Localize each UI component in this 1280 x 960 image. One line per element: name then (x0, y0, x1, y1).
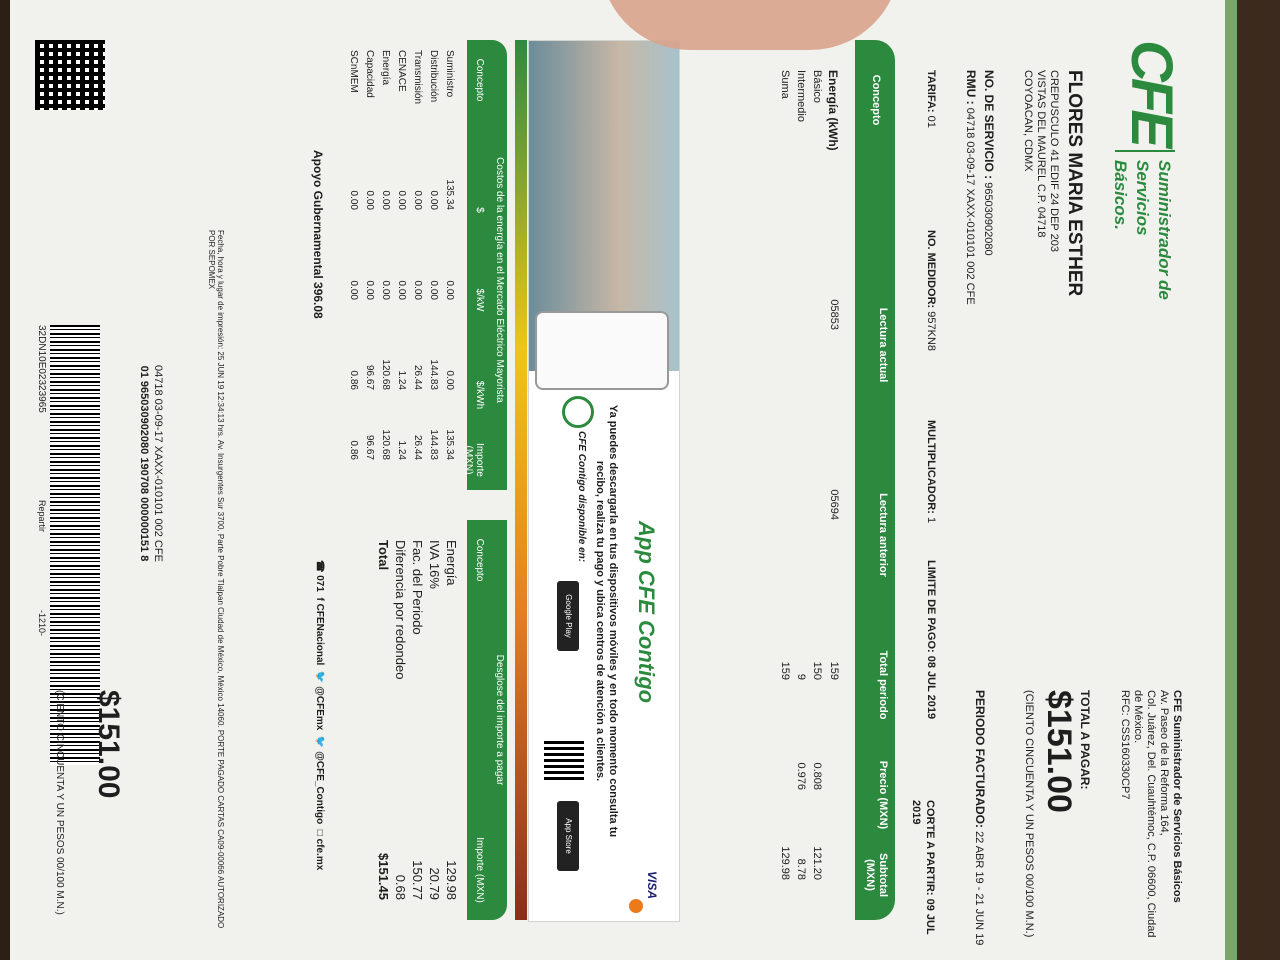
customer-address (1021, 70, 1060, 252)
cost-row-value: 0.00 (412, 190, 423, 210)
cost-row-value: 96.67 (364, 434, 375, 460)
costs-col-kwh: $/kWh (474, 380, 485, 410)
cost-row-value: 0.00 (444, 280, 455, 300)
period-label: PERIODO FACTURADO: (973, 690, 987, 828)
costs-header (463, 40, 507, 490)
cutoff-date: CORTE A PARTIR: 09 JUL 2019 (910, 800, 936, 935)
logo-divider (1115, 150, 1175, 152)
row-basico-label: Básico (811, 70, 823, 104)
phone-icon: ☎ (314, 560, 325, 573)
cost-row-value: 26.44 (412, 434, 423, 460)
cost-row-value: 144.83 (428, 429, 439, 460)
logo-subtitle: Suministrador de Servicios Básicos. (1111, 160, 1174, 300)
cost-row-value: 0.00 (428, 280, 439, 300)
web-icon: □ (314, 829, 325, 836)
period-value: 22 ABR 19 - 21 JUN 19 (973, 831, 985, 946)
row-intermedio-subtotal: 8.78 (795, 858, 807, 880)
fine-print: Fecha, hora y lugar de impresión: 25 JUN 19 12:34:13 hrs. Av. Insurgentes Sur 3700, Parte Pobre Tlalpan Ciudad de México, México 14060. PORTE PAGADO CARTAS CA09-00066 AUTORIZADO POR SEPOMEX (207, 230, 225, 929)
col-precio: Precio (MXN) (877, 760, 889, 830)
costs-col-concepto: Concepto (474, 58, 485, 102)
visa-logo: VISA (645, 871, 659, 900)
supplier-line1: Av. Paseo de la Reforma 164, (1158, 690, 1170, 836)
service-info (961, 70, 997, 305)
social-links (314, 560, 325, 870)
breakdown-row-label: IVA 16% (427, 540, 442, 589)
breakdown-title: Desglose del importe a pagar (494, 654, 505, 786)
promo-app-label: CFE Contigo disponible en: (576, 431, 587, 563)
breakdown-row-value: 0.68 (393, 874, 408, 900)
rmu-label: RMU : (964, 70, 978, 105)
cost-row-label: Suministro (444, 50, 455, 98)
payment-deadline: LIMITE DE PAGO: 08 JUL 2019 (925, 560, 937, 720)
cost-row-value: 0.86 (348, 370, 359, 390)
rmu-value: 04718 03-09-17 XAXX-010101 002 CFE (964, 107, 976, 305)
cost-row-value: 144.83 (428, 359, 439, 390)
twitter-icon: 🐦 (314, 735, 325, 749)
meter-value: 957KN8 (925, 311, 937, 352)
footer-words: (CIENTO CINCUENTA Y UN PESOS 00/100 M.N.) (54, 690, 65, 915)
row-suma-subtotal: 129.98 (779, 846, 791, 880)
cost-row-label: Transmisión (412, 50, 423, 105)
supplier-line2: Col. Juárez, Del. Cuauhtémoc, C.P. 06600, Ciudad de México. (1132, 690, 1157, 938)
barcode-numbers (137, 365, 165, 562)
total-label: TOTAL A PAGAR: (1078, 690, 1092, 790)
multiplier-label: MULTIPLICADOR: (925, 420, 937, 514)
service-no-label: NO. DE SERVICIO : (982, 70, 996, 180)
cost-row-value: 0.00 (348, 280, 359, 300)
col-concepto: Concepto (870, 74, 882, 126)
cost-row-value: 0.00 (396, 280, 407, 300)
delivery-label: Repartir (37, 500, 47, 533)
breakdown-col-importe: Importe (MXN) (474, 837, 485, 903)
route-code: -1210- (37, 610, 47, 637)
google-play-badge[interactable]: Google Play (557, 581, 579, 651)
supplier-name: CFE Suministrador de Servicios Básicos (1171, 690, 1183, 903)
twitter-icon: 🐦 (314, 670, 325, 684)
row-intermedio-label: Intermedio (795, 70, 807, 122)
barcode-id: 32DN10E02323965 (36, 325, 47, 413)
multiplier-value: 1 (925, 516, 937, 524)
cost-row-label: Distribución (428, 50, 439, 103)
cost-row-value: 1.24 (396, 370, 407, 390)
consumption-header (855, 40, 895, 920)
tariff-value: 01 (925, 115, 937, 128)
cost-row-value: 26.44 (412, 364, 423, 390)
cost-row-value: 0.00 (364, 280, 375, 300)
meter-label: NO. MEDIDOR: (925, 230, 937, 309)
cost-row-label: Energía (380, 50, 391, 86)
costs-col-dollar: $ (474, 207, 485, 213)
cost-row-value: 0.86 (348, 440, 359, 460)
tariff (925, 70, 937, 128)
col-lectura-actual: Lectura actual (877, 307, 889, 383)
breakdown-row-label: Fac. del Periodo (410, 540, 425, 635)
facebook-handle[interactable]: CFENacional (314, 603, 325, 666)
supplier-rfc: RFC: CSS160330CP7 (1119, 690, 1131, 800)
row-intermedio-precio: 0.976 (795, 762, 807, 790)
multiplier (925, 420, 937, 523)
col-subtotal: Subtotal (MXN) (864, 853, 889, 897)
cost-row-value: 0.00 (428, 190, 439, 210)
cost-row-value: 0.00 (444, 370, 455, 390)
meter (925, 230, 937, 351)
reading-previous: 05694 (828, 489, 840, 520)
promo-qr-icon (544, 741, 584, 781)
breakdown-row-value: 150.77 (410, 860, 425, 900)
app-promo-banner[interactable] (528, 40, 680, 922)
government-support: Apoyo Gubernamental 396.08 (311, 150, 325, 319)
cost-row-value: 0.00 (396, 190, 407, 210)
row-basico-total: 150 (811, 661, 823, 680)
col-total-periodo: Total periodo (877, 650, 889, 720)
cost-row-label: CENACE (396, 50, 407, 92)
facebook-icon: f (314, 597, 325, 601)
cost-row-value: 1.24 (396, 440, 407, 460)
row-suma-label: Suma (779, 70, 791, 99)
cost-row-label: Capacidad (364, 50, 375, 98)
app-store-badge[interactable]: App Store (557, 801, 579, 871)
cost-row-label: SCnMEM (348, 50, 359, 93)
promo-text: Ya puedes descargarla en tus dispositivos móviles y en todo momento consulta tu recibo, realiza tu pago y ubica centros de atención a clientes. (594, 404, 619, 838)
costs-col-importe: Importe (MXN) (463, 443, 485, 477)
website[interactable]: cfe.mx (314, 838, 325, 871)
twitter-handle-2[interactable]: @CFE_Contigo (314, 751, 325, 825)
breakdown-header (467, 520, 507, 920)
paper-edge (1225, 0, 1237, 960)
promo-title: App CFE Contigo (634, 521, 659, 704)
cfe-bill (10, 0, 1225, 960)
billing-period (973, 690, 987, 945)
breakdown-col-concepto: Concepto (474, 538, 485, 582)
costs-title: Costos de la energía en el Mercado Eléctrico Mayorista (494, 157, 505, 403)
address-line3: COYOACAN, CDMX (1022, 70, 1034, 172)
cfe-app-icon (562, 396, 594, 428)
phone-mockup (535, 311, 669, 390)
total-amount: $151.00 (1040, 690, 1078, 813)
row-basico-precio: 0.808 (811, 762, 823, 790)
cost-row-value: 120.68 (380, 359, 391, 390)
twitter-handle-1[interactable]: @CFEmx (314, 686, 325, 731)
breakdown-row-value: 20.79 (427, 867, 442, 900)
consumption-gradient-bar (515, 40, 527, 920)
col-lectura-anterior: Lectura anterior (877, 493, 889, 577)
breakdown-total-label: Total (376, 540, 391, 571)
service-no: 965030902080 (982, 182, 994, 256)
cost-row-value: 135.34 (444, 179, 455, 210)
row-intermedio-total: 9 (795, 673, 807, 680)
reading-current: 05853 (828, 299, 840, 330)
costs-col-kw: $/kW (474, 288, 485, 312)
cost-row-value: 120.68 (380, 429, 391, 460)
energy-label: Energía (kWh) (826, 70, 840, 151)
cfe-logo: CFE (1119, 40, 1184, 144)
customer-name: FLORES MARIA ESTHER (1064, 70, 1085, 297)
phone-number: 071 (314, 575, 325, 592)
supplier-info (1118, 690, 1183, 950)
total-words: (CIENTO CINCUENTA Y UN PESOS 00/100 M.N.) (1023, 690, 1035, 938)
energy-total: 159 (828, 661, 840, 680)
breakdown-total-value: $151.45 (376, 853, 391, 900)
address-line2: VISTAS DEL MAUREL C.P. 04718 (1035, 70, 1047, 238)
cost-row-value: 135.34 (444, 429, 455, 460)
address-line1: CREPUSCULO 41 EDIF 24 DEP 203 (1048, 70, 1060, 252)
qr-code (35, 40, 105, 110)
tariff-label: TARIFA: (925, 70, 937, 113)
breakdown-row-label: Energía (444, 540, 459, 586)
cost-row-value: 0.00 (412, 280, 423, 300)
cost-row-value: 96.67 (364, 364, 375, 390)
barcode-line1: 04718 03-09-17 XAXX-010101 002 CFE (152, 365, 164, 562)
footer-amount: $151.00 (92, 690, 125, 799)
row-basico-subtotal: 121.20 (811, 846, 823, 880)
breakdown-row-value: 129.98 (444, 860, 459, 900)
cost-row-value: 0.00 (364, 190, 375, 210)
cost-row-value: 0.00 (348, 190, 359, 210)
cost-row-value: 0.00 (380, 190, 391, 210)
cost-row-value: 0.00 (380, 280, 391, 300)
row-suma-total: 159 (779, 661, 791, 680)
barcode-line2: 01 965030902080 190708 000000151 8 (138, 365, 150, 562)
mastercard-icon (629, 899, 643, 913)
breakdown-row-label: Diferencia por redondeo (393, 540, 408, 680)
